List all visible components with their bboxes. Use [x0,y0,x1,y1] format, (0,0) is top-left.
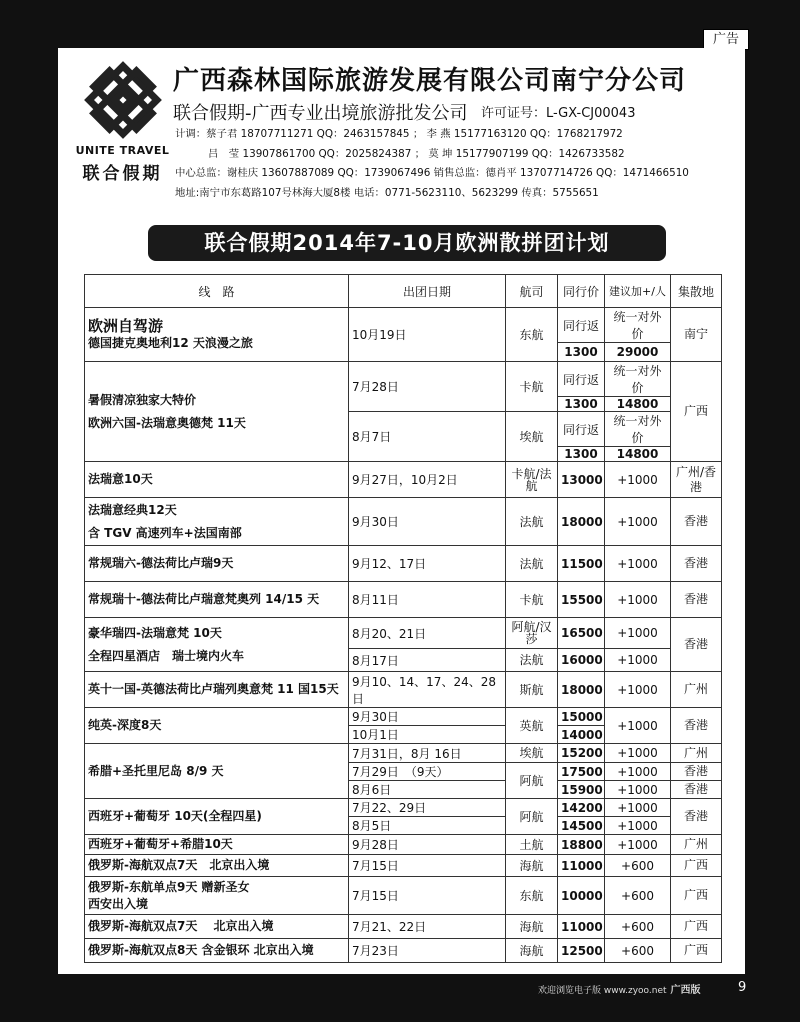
meeting-point-cell: 广州 [671,672,722,708]
table-row [85,939,722,963]
price-cell: 15200 [558,744,605,763]
price-cell: 11500 [558,546,605,582]
meeting-point-cell: 广州 [671,744,722,763]
date-cell: 7月22、29日 [349,799,506,817]
airline-cell: 卡航 [506,362,558,412]
footer-edition: 广西版 [670,985,701,996]
suggested-cell: +1000 [605,672,671,708]
date-cell: 7月21、22日 [349,915,506,939]
airline-cell: 海航 [506,915,558,939]
price-cell: 18800 [558,835,605,855]
meeting-point-cell: 香港 [671,781,722,799]
route-title: 俄罗斯-东航单点9天 赠新圣女 [88,879,250,894]
license-number: 许可证号：L-GX-CJ00043 [481,106,636,121]
date-cell: 9月30日 [349,708,506,726]
date-cell: 7月15日 [349,855,506,877]
header-meeting-point: 集散地 [671,275,722,308]
date-cell: 10月19日 [349,308,506,362]
price-cell: 16000 [558,649,605,672]
price-cell: 18000 [558,672,605,708]
route-title: 暑假清凉独家大特价 [88,392,197,407]
table-row [85,799,722,817]
airline-cell: 海航 [506,939,558,963]
table-row [85,462,722,498]
meeting-point-cell: 广西 [671,855,722,877]
suggested-cell: +1000 [605,799,671,817]
route-cell: 常规瑞六-德法荷比卢瑞9天 [85,546,349,582]
suggested-cell: +600 [605,915,671,939]
suggested-cell: +1000 [605,498,671,546]
meeting-point-cell: 广州/香港 [671,462,722,498]
company-name: 广西森林国际旅游发展有限公司南宁分公司 [173,66,687,96]
header-airline: 航司 [506,275,558,308]
suggested-cell: +600 [605,939,671,963]
suggested-label: 统一对外价 [605,412,671,447]
date-cell: 9月27日，10月2日 [349,462,506,498]
date-cell: 7月28日 [349,362,506,412]
contact-line: 地址:南宁市东葛路107号林海大厦8楼 电话：0771-5623110、5623299 传真：5755651 [175,186,599,199]
peer-label: 同行返 [558,308,605,343]
suggested-cell: +1000 [605,649,671,672]
meeting-point-cell: 广西 [671,877,722,915]
route-cell: 常规瑞十-德法荷比卢瑞意梵奥列 14/15 天 [85,582,349,618]
contact-block [175,125,689,203]
suggested-price: 14800 [605,447,671,462]
suggested-cell: +600 [605,855,671,877]
route-subtitle: 德国捷克奥地利12 天浪漫之旅 [88,335,253,350]
route-subtitle: 全程四星酒店 瑞士境内火车 [88,648,245,663]
route-title: 豪华瑞四-法瑞意梵 10天 [88,625,222,640]
suggested-cell: +1000 [605,817,671,835]
peer-label: 同行返 [558,412,605,447]
meeting-point-cell: 南宁 [671,308,722,362]
peer-label: 同行返 [558,362,605,397]
suggested-cell: +1000 [605,781,671,799]
table-row [85,877,722,915]
peer-price: 1300 [558,343,605,362]
meeting-point-cell: 广西 [671,915,722,939]
route-subtitle: 欧洲六国-法瑞意奥德梵 11天 [88,415,246,430]
price-cell: 11000 [558,915,605,939]
airline-cell: 土航 [506,835,558,855]
suggested-cell: +600 [605,877,671,915]
airline-cell: 卡航 [506,582,558,618]
meeting-point-cell: 香港 [671,708,722,744]
suggested-label: 统一对外价 [605,362,671,397]
date-cell: 8月6日 [349,781,506,799]
table-row [85,498,722,546]
meeting-point-cell: 香港 [671,498,722,546]
price-cell: 15000 [558,708,605,726]
price-cell: 10000 [558,877,605,915]
meeting-point-cell: 香港 [671,546,722,582]
airline-cell: 埃航 [506,744,558,763]
plan-banner: 联合假期2014年7-10月欧洲散拼团计划 [148,225,666,261]
price-cell: 16500 [558,618,605,649]
meeting-point-cell: 香港 [671,582,722,618]
table-row [85,708,722,726]
tour-plan-table [84,274,722,963]
table-row [85,308,722,343]
date-cell: 7月31日，8月 16日 [349,744,506,763]
airline-cell: 阿航 [506,763,558,799]
date-cell: 7月23日 [349,939,506,963]
suggested-price: 14800 [605,397,671,412]
price-cell: 15500 [558,582,605,618]
suggested-cell: +1000 [605,708,671,744]
table-row [85,744,722,763]
header-route: 线 路 [85,275,349,308]
suggested-price: 29000 [605,343,671,362]
meeting-point-cell: 香港 [671,763,722,781]
price-cell: 17500 [558,763,605,781]
suggested-cell: +1000 [605,835,671,855]
route-cell: 西班牙+葡萄牙 10天(全程四星) [85,799,349,835]
route-cell: 纯英-深度8天 [85,708,349,744]
table-row [85,582,722,618]
route-title: 欧洲自驾游 [88,316,164,335]
suggested-cell: +1000 [605,763,671,781]
table-row [85,618,722,649]
route-subtitle: 含 TGV 高速列车+法国南部 [88,525,242,540]
route-cell: 俄罗斯-海航双点7天 北京出入境 [85,915,349,939]
route-cell [85,498,349,546]
table-row [85,915,722,939]
route-cell [85,308,349,362]
date-cell: 8月5日 [349,817,506,835]
ad-tag: 广告 [703,29,749,50]
route-cell: 西班牙+葡萄牙+希腊10天 [85,835,349,855]
meeting-point-cell: 广西 [671,939,722,963]
suggested-cell: +1000 [605,582,671,618]
meeting-point-cell: 香港 [671,618,722,672]
header-peer-price: 同行价 [558,275,605,308]
meeting-point-cell: 香港 [671,799,722,835]
route-subtitle: 西安出入境 [88,896,149,911]
table-row [85,362,722,397]
meeting-point-cell: 广西 [671,362,722,462]
airline-cell: 埃航 [506,412,558,462]
airline-cell: 法航 [506,546,558,582]
price-cell: 14500 [558,817,605,835]
company-subtitle: 联合假期-广西专业出境旅游批发公司 [173,103,468,124]
contact-line: 中心总监：谢桂庆 13607887089 QQ：1739067496 销售总监：德肖平 13707714726 QQ：1471466510 [175,167,689,179]
route-cell [85,362,349,462]
suggested-label: 统一对外价 [605,308,671,343]
route-cell: 希腊+圣托里尼岛 8/9 天 [85,744,349,799]
price-cell: 18000 [558,498,605,546]
price-cell: 13000 [558,462,605,498]
date-cell: 9月12、17日 [349,546,506,582]
price-cell: 15900 [558,781,605,799]
date-cell: 9月28日 [349,835,506,855]
route-cell: 法瑞意10天 [85,462,349,498]
page-number: 9 [738,980,747,995]
logo [70,56,175,206]
date-cell: 8月11日 [349,582,506,618]
route-title: 法瑞意经典12天 [88,502,177,517]
route-cell [85,618,349,672]
airline-cell: 斯航 [506,672,558,708]
footer-url[interactable]: 欢迎浏览电子版 www.zyoo.net [538,986,667,996]
date-cell: 8月17日 [349,649,506,672]
airline-cell: 卡航/法航 [506,462,558,498]
date-cell: 8月20、21日 [349,618,506,649]
date-cell: 9月30日 [349,498,506,546]
airline-cell: 东航 [506,877,558,915]
header-date: 出团日期 [349,275,506,308]
airline-cell: 阿航/汉莎 [506,618,558,649]
header-suggested: 建议加+/人 [605,275,671,308]
price-cell: 11000 [558,855,605,877]
table-row [85,672,722,708]
table-header-row [85,275,722,308]
footer [538,981,701,996]
airline-cell: 海航 [506,855,558,877]
table-row [85,835,722,855]
airline-cell: 英航 [506,708,558,744]
logo-english-name: UNITE TRAVEL [75,144,170,157]
airline-cell: 阿航 [506,799,558,835]
date-cell: 7月29日 （9天） [349,763,506,781]
route-cell: 俄罗斯-海航双点7天 北京出入境 [85,855,349,877]
peer-price: 1300 [558,397,605,412]
meeting-point-cell: 广州 [671,835,722,855]
price-cell: 14000 [558,726,605,744]
table-row [85,855,722,877]
route-cell: 英十一国-英德法荷比卢瑞列奥意梵 11 国15天 [85,672,349,708]
date-cell: 9月10、14、17、24、28日 [349,672,506,708]
airline-cell: 法航 [506,649,558,672]
route-cell [85,877,349,915]
price-cell: 14200 [558,799,605,817]
suggested-cell: +1000 [605,618,671,649]
table-row [85,546,722,582]
contact-line: 计调：蔡子君 18707711271 QQ：2463157845 ； 李 燕 15177163120 QQ：1768217972 [175,128,623,140]
peer-price: 1300 [558,447,605,462]
date-cell: 8月7日 [349,412,506,462]
date-cell: 7月15日 [349,877,506,915]
airline-cell: 法航 [506,498,558,546]
date-cell: 10月1日 [349,726,506,744]
airline-cell: 东航 [506,308,558,362]
unite-knot-icon [80,56,166,144]
suggested-cell: +1000 [605,462,671,498]
route-cell: 俄罗斯-海航双点8天 含金银环 北京出入境 [85,939,349,963]
contact-line: 吕 莹 13907861700 QQ：2025824387 ； 莫 坤 15177907199 QQ：1426733582 [208,147,625,160]
logo-chinese-name: 联合假期 [82,164,163,184]
price-cell: 12500 [558,939,605,963]
suggested-cell: +1000 [605,546,671,582]
suggested-cell: +1000 [605,744,671,763]
